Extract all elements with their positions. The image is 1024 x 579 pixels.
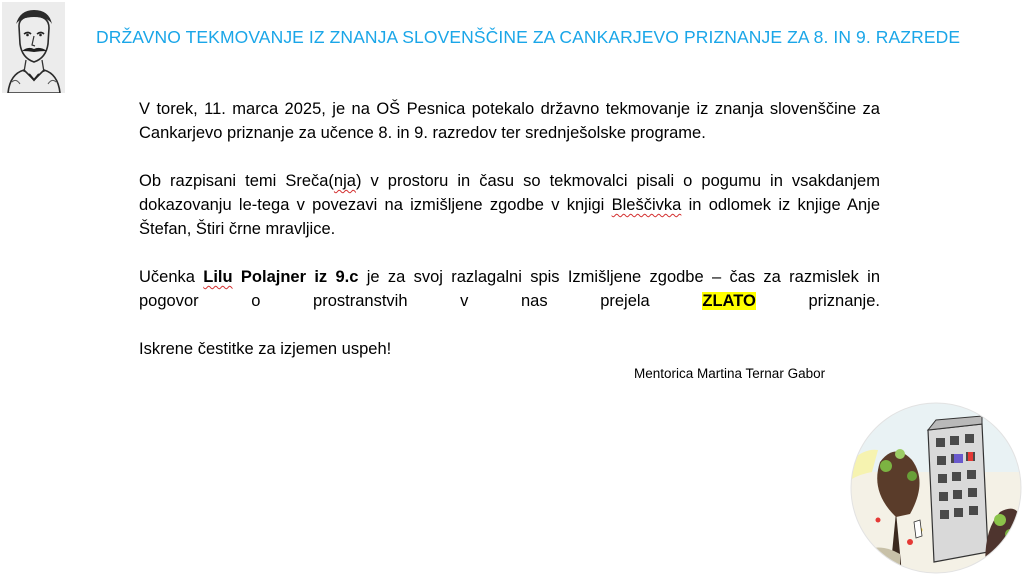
- p3-student-first: Lilu: [203, 268, 233, 286]
- p3-text-d: je za svoj razlagalni spis Izmišljene zgodbe – čas za razmislek in pogovor o prostranstvih v nas prejela: [139, 268, 880, 310]
- p3-student-rest: Polajner iz 9.c: [232, 268, 359, 286]
- author-portrait-image: [2, 2, 65, 93]
- page-title: DRŽAVNO TEKMOVANJE IZ ZNANJA SLOVENŠČINE ZA CANKARJEVO PRIZNANJE ZA 8. IN 9. RAZREDE: [96, 27, 961, 47]
- portrait-sketch-icon: [2, 2, 65, 93]
- p2-text-a: Ob razpisani temi Sreča(: [139, 172, 334, 190]
- p3-text-a: Učenka: [139, 268, 204, 286]
- paragraph-award: [139, 265, 880, 313]
- book-illustration-image: [850, 402, 1022, 574]
- paragraph-intro: V torek, 11. marca 2025, je na OŠ Pesnica potekalo državno tekmovanje iz znanja slovenščine za Cankarjevo priznanje za učence 8. in 9. razredov ter srednješolske programe.: [139, 100, 880, 142]
- p2-text-c: ) v prostoru in času so tekmovalci pisali o pogumu in vsakdanjem dokazovanju le-tega v povezavi na izmišljene zgodbe v knjigi: [139, 172, 880, 214]
- award-highlight: ZLATO: [702, 292, 756, 310]
- illustrated-building-circle-icon: [850, 402, 1022, 574]
- mentor-signature: Mentorica Martina Ternar Gabor: [634, 366, 826, 381]
- article-body: [139, 97, 880, 361]
- p3-text-f: priznanje.: [755, 292, 880, 310]
- p2-spell-word: nja: [333, 172, 356, 190]
- paragraph-congrats: Iskrene čestitke za izjemen uspeh!: [139, 340, 392, 358]
- p2-text-e: in odlomek iz knjige Anje Štefan, Štiri črne mravljice.: [139, 196, 880, 238]
- p2-book-title: Bleščivka: [611, 196, 682, 214]
- paragraph-theme: [139, 169, 880, 241]
